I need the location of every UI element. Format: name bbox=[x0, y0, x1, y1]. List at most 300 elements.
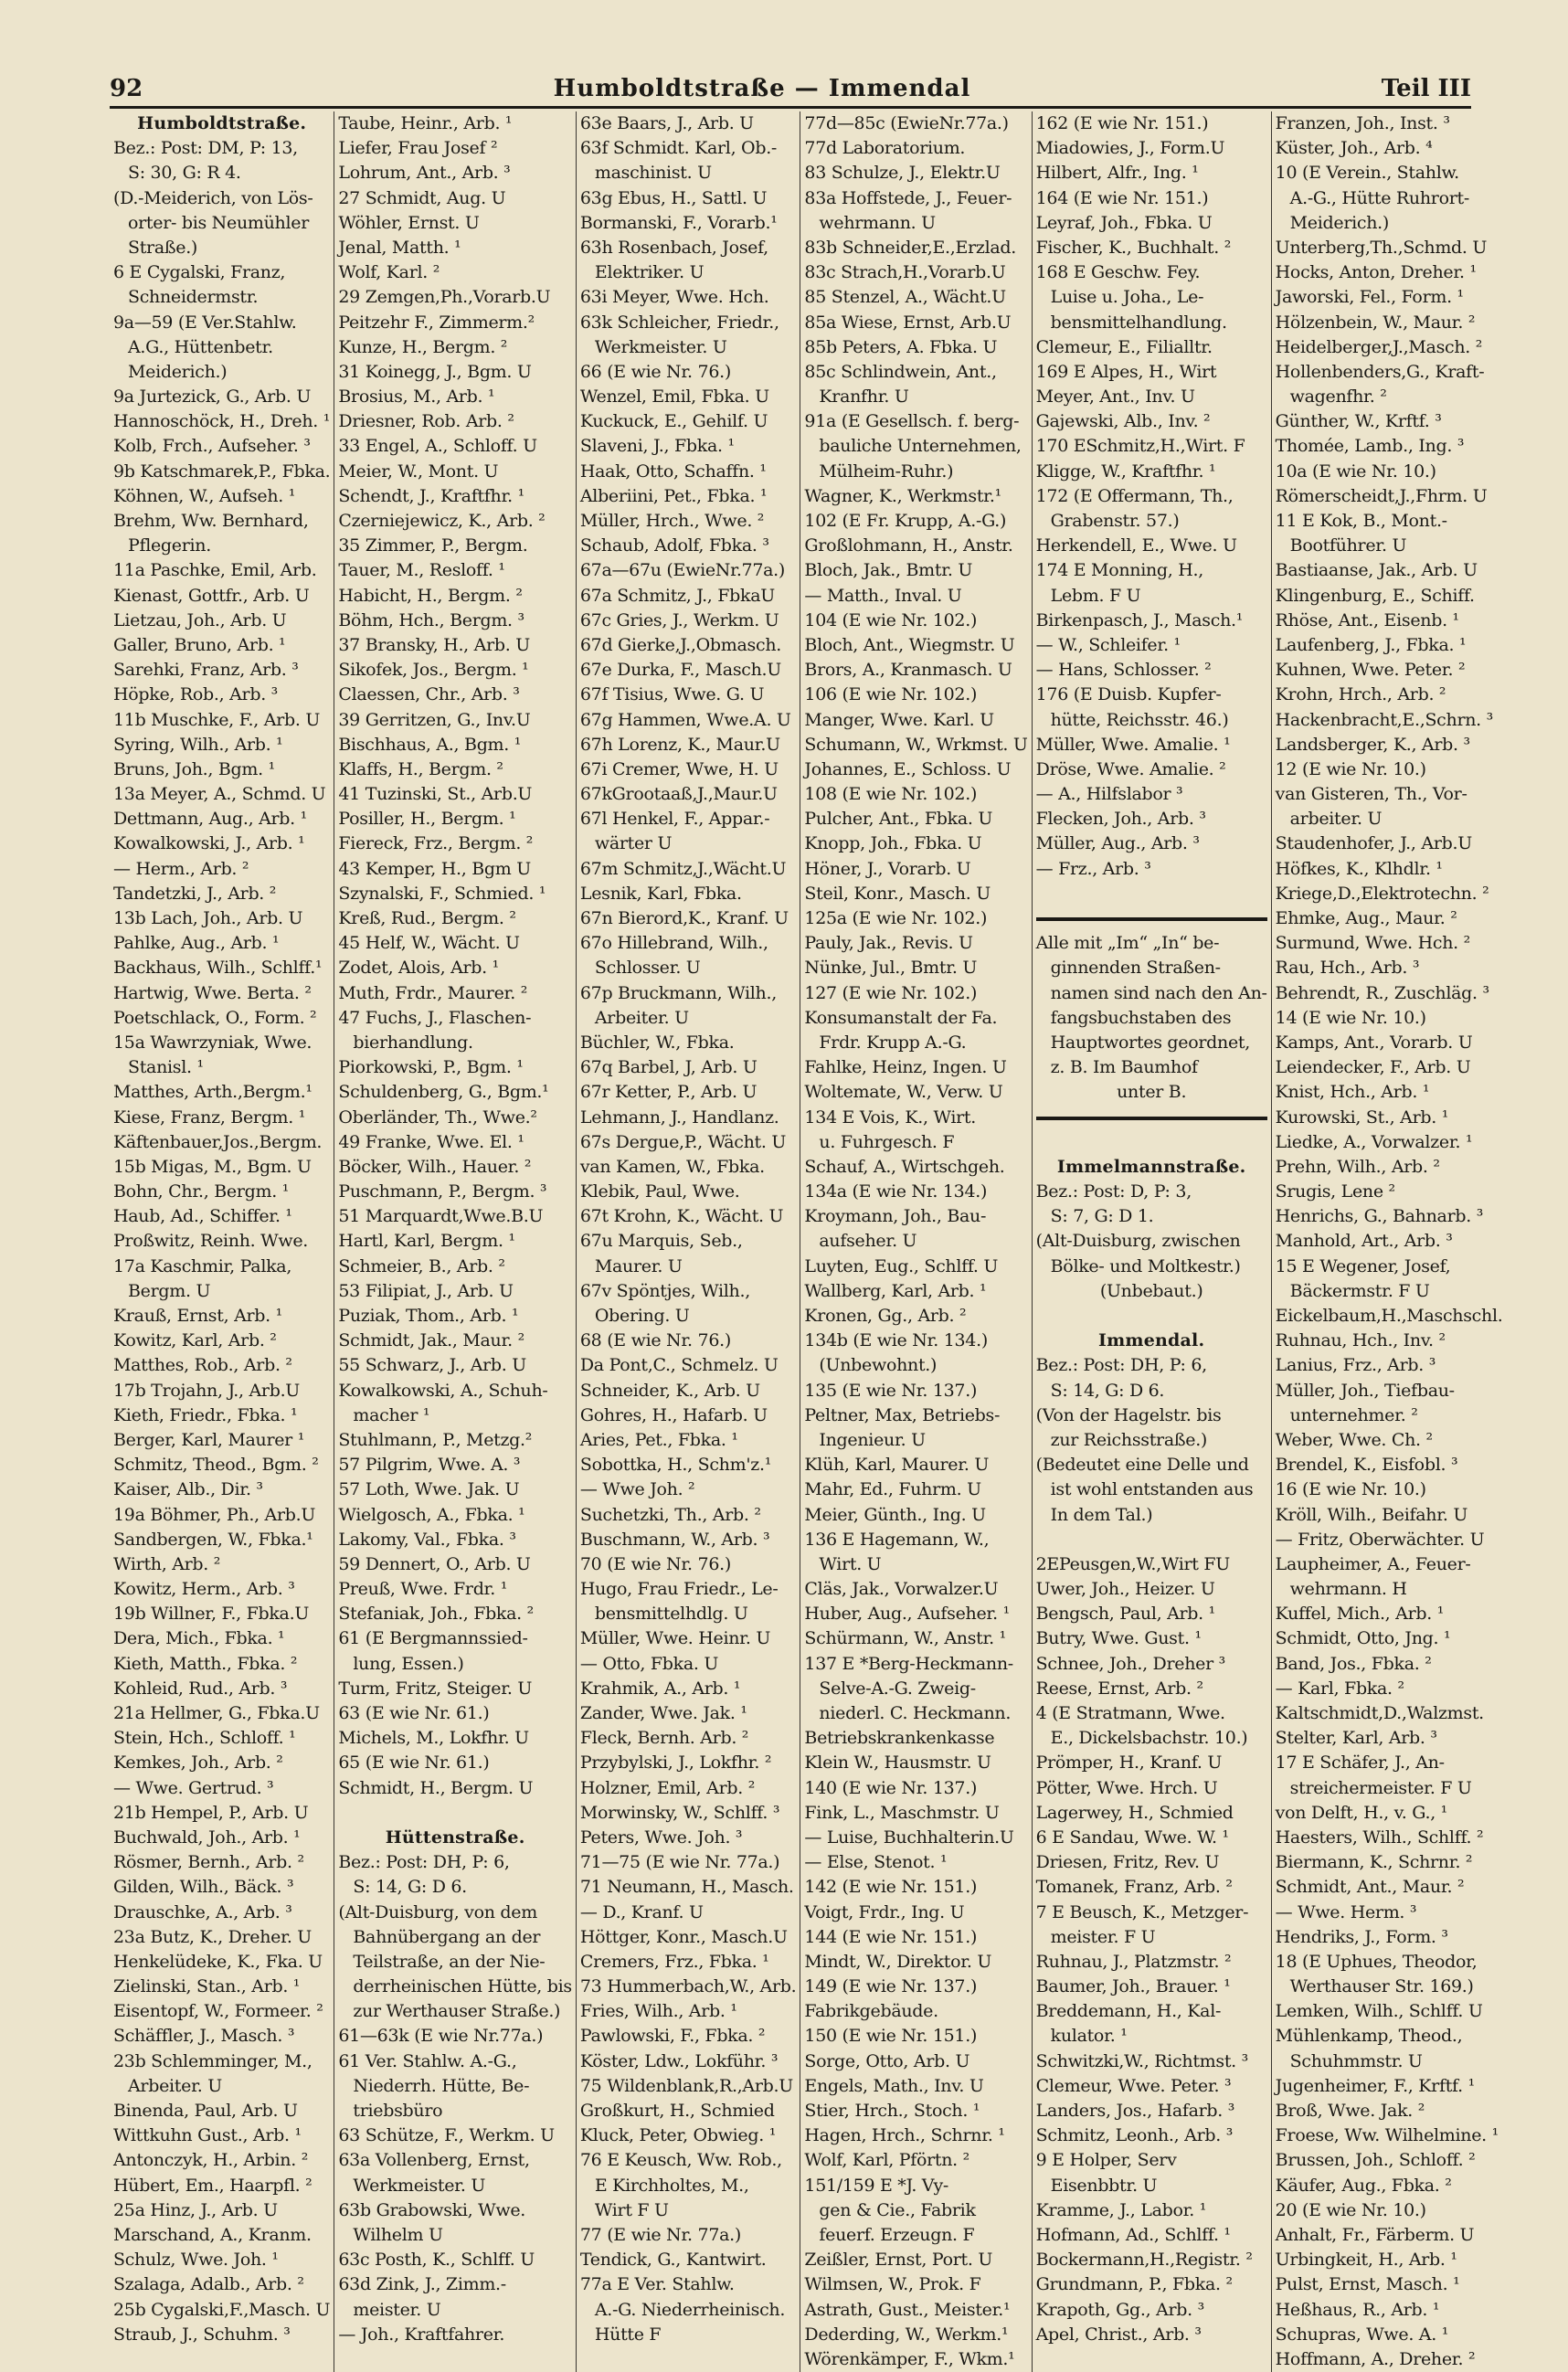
directory-entry: Holzner, Emil, Arb. ² bbox=[579, 1777, 756, 1798]
directory-entry: Engels, Math., Inv. U bbox=[804, 2075, 984, 2096]
directory-entry: Luise u. Joha., Le- bbox=[1050, 287, 1204, 308]
directory-entry: 83 Schulze, J., Elektr.U bbox=[804, 163, 1001, 184]
directory-entry: Haak, Otto, Schaffn. ¹ bbox=[579, 461, 767, 482]
directory-entry: bauliche Unternehmen, bbox=[819, 436, 1022, 457]
directory-entry: Hartl, Karl, Bergm. ¹ bbox=[338, 1231, 515, 1252]
directory-entry: In dem Tal.) bbox=[1050, 1504, 1153, 1525]
directory-entry: Anhalt, Fr., Färberm. U bbox=[1275, 2224, 1475, 2245]
directory-entry: Sarehki, Franz, Arb. ³ bbox=[113, 660, 299, 681]
directory-entry: Reese, Ernst, Arb. ² bbox=[1035, 1678, 1203, 1699]
directory-entry: Matthes, Arth.,Bergm.¹ bbox=[113, 1082, 313, 1103]
directory-entry: Landsberger, K., Arb. ³ bbox=[1275, 734, 1470, 755]
address-columns bbox=[110, 111, 1503, 2369]
directory-entry: Kamps, Ant., Vorarb. U bbox=[1275, 1032, 1473, 1053]
directory-entry: Apel, Christ., Arb. ³ bbox=[1035, 2324, 1202, 2345]
directory-entry: Morwinsky, W., Schlff. ³ bbox=[579, 1802, 780, 1823]
directory-entry: Butry, Wwe. Gust. ¹ bbox=[1035, 1628, 1202, 1649]
directory-entry: 142 (E wie Nr. 151.) bbox=[804, 1877, 978, 1898]
column-5 bbox=[1033, 111, 1272, 2372]
directory-entry: Schuhmmstr. U bbox=[1289, 2050, 1423, 2071]
directory-entry: Michels, M., Lokfhr. U bbox=[338, 1728, 529, 1749]
directory-entry: Hagen, Hrch., Schrnr. ¹ bbox=[804, 2125, 1005, 2146]
directory-entry: Kowalkowski, A., Schuh- bbox=[338, 1380, 548, 1401]
directory-entry: Jaworski, Fel., Form. ¹ bbox=[1275, 287, 1464, 308]
directory-entry: 41 Tuzinski, St., Arb.U bbox=[338, 784, 533, 805]
directory-entry: Wolf, Karl. ² bbox=[338, 262, 440, 283]
directory-entry: (Von der Hagelstr. bis bbox=[1035, 1404, 1222, 1425]
directory-entry: 51 Marquardt,Wwe.B.U bbox=[338, 1206, 544, 1227]
directory-entry: Brehm, Ww. Bernhard, bbox=[113, 511, 309, 531]
directory-entry: 67l Henkel, F., Appar.- bbox=[579, 809, 770, 830]
directory-entry: Rösmer, Bernh., Arb. ² bbox=[113, 1852, 304, 1873]
directory-entry: 67i Cremer, Wwe, H. U bbox=[579, 758, 779, 779]
directory-entry: Dera, Mich., Fbka. ¹ bbox=[113, 1628, 285, 1649]
directory-entry: Käufer, Aug., Fbka. ² bbox=[1275, 2175, 1452, 2196]
directory-entry: Schupras, Wwe. A. ¹ bbox=[1275, 2324, 1449, 2345]
directory-entry: Schneider, K., Arb. U bbox=[579, 1380, 760, 1401]
directory-entry: (Bedeutet eine Delle und bbox=[1035, 1455, 1249, 1476]
directory-entry: 10a (E wie Nr. 10.) bbox=[1275, 461, 1436, 482]
directory-entry: 63k Schleicher, Friedr., bbox=[579, 312, 779, 333]
directory-entry: A.-G. Niederrheinisch. bbox=[594, 2299, 786, 2320]
directory-entry: Bez.: Post: DH, P: 6, bbox=[1035, 1355, 1207, 1376]
directory-entry: 77d—85c (EwieNr.77a.) bbox=[804, 113, 1009, 133]
directory-entry: Eisenbbtr. U bbox=[1050, 2175, 1158, 2196]
directory-entry: Schaub, Adolf, Fbka. ³ bbox=[579, 535, 769, 556]
directory-entry: Meyer, Ant., Inv. U bbox=[1035, 387, 1195, 408]
directory-entry: Breddemann, H., Kal- bbox=[1035, 2001, 1222, 2022]
directory-entry: 75 Wildenblank,R.,Arb.U bbox=[579, 2075, 793, 2096]
directory-entry: 65 (E wie Nr. 61.) bbox=[338, 1753, 490, 1774]
directory-entry: Czerniejewicz, K., Arb. ² bbox=[338, 511, 546, 531]
directory-entry: orter- bis Neumühler bbox=[128, 212, 309, 233]
directory-entry: 13a Meyer, A., Schmd. U bbox=[113, 784, 326, 805]
directory-entry: 63g Ebus, H., Sattl. U bbox=[579, 187, 768, 208]
directory-entry: Staudenhofer, J., Arb.U bbox=[1275, 833, 1472, 854]
directory-entry: unter B. bbox=[1117, 1082, 1187, 1103]
directory-entry: 71 Neumann, H., Masch. bbox=[579, 1877, 794, 1898]
directory-entry: Arbeiter. U bbox=[128, 2075, 222, 2096]
directory-entry: 59 Dennert, O., Arb. U bbox=[338, 1553, 531, 1574]
directory-entry: 149 (E wie Nr. 137.) bbox=[804, 1976, 978, 1997]
directory-entry: Teilstraße, an der Nie- bbox=[353, 1951, 546, 1972]
directory-entry: — Frz., Arb. ³ bbox=[1035, 858, 1151, 879]
directory-entry: Luyten, Eug., Schlff. U bbox=[804, 1255, 999, 1276]
directory-entry: 83c Strach,H.,Vorarb.U bbox=[804, 262, 1006, 283]
directory-entry: Obering. U bbox=[594, 1306, 690, 1326]
directory-entry: 67a Schmitz, J., FbkaU bbox=[579, 585, 775, 606]
directory-entry: Kuckuck, E., Gehilf. U bbox=[579, 411, 768, 432]
directory-entry: 63b Grabowski, Wwe. bbox=[338, 2199, 526, 2220]
directory-entry: Hübert, Em., Haarpfl. ² bbox=[113, 2175, 313, 2196]
directory-entry: 25b Cygalski,F.,Masch. U bbox=[113, 2299, 331, 2320]
directory-entry: Galler, Bruno, Arb. ¹ bbox=[113, 634, 286, 655]
directory-entry: Leyraf, Joh., Fbka. U bbox=[1035, 212, 1213, 233]
directory-entry: Brendel, K., Eisfobl. ³ bbox=[1275, 1455, 1458, 1476]
directory-entry: Sobottka, H., Schm'z.¹ bbox=[579, 1455, 772, 1476]
directory-entry: Müller, Aug., Arb. ³ bbox=[1035, 833, 1200, 854]
directory-entry: Proßwitz, Reinh. Wwe. bbox=[113, 1231, 309, 1252]
directory-entry: lung, Essen.) bbox=[353, 1653, 464, 1674]
directory-entry: macher ¹ bbox=[353, 1404, 430, 1425]
directory-entry: 11a Paschke, Emil, Arb. bbox=[113, 560, 317, 581]
directory-entry: Höttger, Konr., Masch.U bbox=[579, 1926, 788, 1947]
directory-entry: 67c Gries, J., Werkm. U bbox=[579, 609, 779, 630]
directory-entry: Büchler, W., Fbka. bbox=[579, 1032, 735, 1053]
directory-entry: Buschmann, W., Arb. ³ bbox=[579, 1529, 770, 1550]
directory-entry: Bootführer. U bbox=[1289, 535, 1407, 556]
directory-entry: Küster, Joh., Arb. ⁴ bbox=[1275, 138, 1433, 159]
directory-entry: — D., Kranf. U bbox=[579, 1901, 704, 1922]
directory-entry: Kriege,D.,Elektrotechn. ² bbox=[1275, 883, 1489, 904]
directory-entry: feuerf. Erzeugn. F bbox=[819, 2224, 975, 2245]
directory-entry: 15b Migas, M., Bgm. U bbox=[113, 1156, 312, 1177]
directory-entry: Kranfhr. U bbox=[819, 387, 909, 408]
directory-entry: 85a Wiese, Ernst, Arb.U bbox=[804, 312, 1012, 333]
directory-entry: Meier, Günth., Ing. U bbox=[804, 1504, 986, 1525]
directory-entry: Klaffs, H., Bergm. ² bbox=[338, 758, 503, 779]
directory-entry: Hannoschöck, H., Dreh. ¹ bbox=[113, 411, 331, 432]
directory-entry: Kunze, H., Bergm. ² bbox=[338, 336, 508, 357]
directory-entry: 151/159 E *J. Vy- bbox=[804, 2175, 949, 2196]
directory-entry: Schmitz, Leonh., Arb. ³ bbox=[1035, 2125, 1234, 2146]
directory-entry: 17a Kaschmir, Palka, bbox=[113, 1255, 292, 1276]
directory-entry: Sikofek, Jos., Bergm. ¹ bbox=[338, 660, 529, 681]
column-1 bbox=[110, 111, 334, 2372]
directory-entry: Band, Jos., Fbka. ² bbox=[1275, 1653, 1432, 1674]
directory-entry: Voigt, Frdr., Ing. U bbox=[804, 1901, 965, 1922]
directory-entry: 77a E Ver. Stahlw. bbox=[579, 2274, 735, 2295]
directory-entry: Großlohmann, H., Anstr. bbox=[804, 535, 1013, 556]
directory-entry: Grabenstr. 57.) bbox=[1050, 511, 1180, 531]
directory-entry: Matthes, Rob., Arb. ² bbox=[113, 1355, 292, 1376]
directory-entry: 11b Muschke, F., Arb. U bbox=[113, 709, 321, 730]
directory-entry: van Kamen, W., Fbka. bbox=[579, 1156, 765, 1177]
directory-entry: Surmund, Wwe. Hch. ² bbox=[1275, 933, 1470, 954]
directory-entry: Fiereck, Frz., Bergm. ² bbox=[338, 833, 534, 854]
directory-entry: Schwitzki,W., Richtmst. ³ bbox=[1035, 2050, 1248, 2071]
directory-entry: 43 Kemper, H., Bgm U bbox=[338, 858, 531, 879]
directory-entry: Wielgosch, A., Fbka. ¹ bbox=[338, 1504, 525, 1525]
directory-entry: Zodet, Alois, Arb. ¹ bbox=[338, 958, 499, 979]
directory-entry: Heßhaus, R., Arb. ¹ bbox=[1275, 2299, 1440, 2320]
directory-entry: Hartwig, Wwe. Berta. ² bbox=[113, 982, 312, 1003]
directory-entry: Kramme, J., Labor. ¹ bbox=[1035, 2199, 1207, 2220]
directory-entry: Stelter, Karl, Arb. ³ bbox=[1275, 1728, 1437, 1749]
directory-entry: Gohres, H., Hafarb. U bbox=[579, 1404, 768, 1425]
directory-entry: Clemeur, Wwe. Peter. ³ bbox=[1035, 2075, 1232, 2096]
directory-entry: Froese, Ww. Wilhelmine. ¹ bbox=[1275, 2125, 1499, 2146]
directory-entry: Hocks, Anton, Dreher. ¹ bbox=[1275, 262, 1477, 283]
directory-entry: Fink, L., Maschmstr. U bbox=[804, 1802, 1000, 1823]
directory-entry: S: 7, G: D 1. bbox=[1050, 1206, 1154, 1227]
directory-entry: E Kirchholtes, M., bbox=[594, 2175, 749, 2196]
directory-entry: Jugenheimer, F., Krftf. ¹ bbox=[1275, 2075, 1475, 2096]
directory-entry: Meier, W., Mont. U bbox=[338, 461, 499, 482]
directory-entry: Fabrikgebäude. bbox=[804, 2001, 938, 2022]
directory-entry: 144 (E wie Nr. 151.) bbox=[804, 1926, 978, 1947]
directory-entry: Wirth, Arb. ² bbox=[113, 1553, 221, 1574]
directory-entry: 67r Ketter, P., Arb. U bbox=[579, 1082, 758, 1103]
directory-entry: Unterberg,Th.,Schmd. U bbox=[1275, 237, 1488, 258]
directory-entry: Dröse, Wwe. Amalie. ² bbox=[1035, 758, 1226, 779]
directory-entry: — Fritz, Oberwächter. U bbox=[1275, 1529, 1485, 1550]
directory-entry: kulator. ¹ bbox=[1050, 2026, 1128, 2047]
directory-entry: aufseher. U bbox=[819, 1231, 917, 1252]
directory-entry: Wöhler, Ernst. U bbox=[338, 212, 480, 233]
directory-entry: hütte, Reichsstr. 46.) bbox=[1050, 709, 1229, 730]
directory-entry: Bergm. U bbox=[128, 1280, 211, 1301]
directory-entry: 6 E Sandau, Wwe. W. ¹ bbox=[1035, 1827, 1229, 1848]
directory-entry: Bormanski, F., Vorarb.¹ bbox=[579, 212, 778, 233]
directory-entry: Lehmann, J., Handlanz. bbox=[579, 1107, 779, 1128]
directory-entry: Schmitz, Theod., Bgm. ² bbox=[113, 1455, 319, 1476]
directory-entry: Lagerwey, H., Schmied bbox=[1035, 1802, 1234, 1823]
directory-entry: 23b Schlemminger, M., bbox=[113, 2050, 313, 2071]
directory-entry: von Delft, H., v. G., ¹ bbox=[1275, 1802, 1447, 1823]
directory-entry: 67t Krohn, K., Wächt. U bbox=[579, 1206, 784, 1227]
directory-entry: Szalaga, Adalb., Arb. ² bbox=[113, 2274, 304, 2295]
directory-entry: — Hans, Schlosser. ² bbox=[1035, 660, 1212, 681]
directory-entry: bierhandlung. bbox=[353, 1032, 473, 1053]
directory-entry: 67g Hammen, Wwe.A. U bbox=[579, 709, 791, 730]
directory-entry: 31 Koinegg, J., Bgm. U bbox=[338, 361, 532, 382]
directory-entry: 67u Marquis, Seb., bbox=[579, 1231, 743, 1252]
directory-entry: Bischhaus, A., Bgm. ¹ bbox=[338, 734, 522, 755]
directory-entry: Dettmann, Aug., Arb. ¹ bbox=[113, 809, 307, 830]
directory-entry: Wörenkämper, F., Wkm.¹ bbox=[804, 2348, 1015, 2369]
directory-entry: Müller, Joh., Tiefbau- bbox=[1275, 1380, 1455, 1401]
directory-entry: Selve-A.-G. Zweig- bbox=[819, 1678, 976, 1699]
directory-entry: wagenfhr. ² bbox=[1289, 387, 1387, 408]
directory-entry: Henrichs, G., Bahnarb. ³ bbox=[1275, 1206, 1484, 1227]
directory-entry: S: 14, G: D 6. bbox=[353, 1877, 467, 1898]
directory-entry: Brussen, Joh., Schloff. ² bbox=[1275, 2150, 1476, 2171]
directory-entry: 134b (E wie Nr. 134.) bbox=[804, 1330, 988, 1351]
directory-entry: Broß, Wwe. Jak. ² bbox=[1275, 2101, 1425, 2121]
directory-entry: Klein W., Hausmstr. U bbox=[804, 1753, 991, 1774]
directory-entry: 63 Schütze, F., Werkm. U bbox=[338, 2125, 555, 2146]
directory-entry: 29 Zemgen,Ph.,Vorarb.U bbox=[338, 287, 551, 308]
directory-entry: 21a Hellmer, G., Fbka.U bbox=[113, 1703, 320, 1723]
directory-entry: 63f Schmidt. Karl, Ob.- bbox=[579, 138, 778, 159]
directory-entry: 85c Schlindwein, Ant., bbox=[804, 361, 997, 382]
directory-entry: 63e Baars, J., Arb. U bbox=[579, 113, 754, 133]
section-rule bbox=[1036, 1106, 1267, 1130]
directory-entry: Köhnen, W., Aufseh. ¹ bbox=[113, 485, 296, 506]
directory-entry: 77 (E wie Nr. 77a.) bbox=[579, 2224, 741, 2245]
directory-entry: 61—63k (E wie Nr.77a.) bbox=[338, 2026, 544, 2047]
directory-entry: 4 (E Stratmann, Wwe. bbox=[1035, 1703, 1225, 1723]
directory-entry: unternehmer. ² bbox=[1289, 1404, 1418, 1425]
directory-entry: Kowalkowski, J., Arb. ¹ bbox=[113, 833, 305, 854]
directory-entry: Kohleid, Rud., Arb. ³ bbox=[113, 1678, 288, 1699]
directory-entry: Jenal, Matth. ¹ bbox=[338, 237, 461, 258]
directory-entry: Fischer, K., Buchhalt. ² bbox=[1035, 237, 1232, 258]
directory-entry: Laupheimer, A., Feuer- bbox=[1275, 1553, 1471, 1574]
directory-entry: wärter U bbox=[594, 833, 673, 854]
directory-entry: Stein, Hch., Schloff. ¹ bbox=[113, 1728, 296, 1749]
directory-entry: zur Reichsstraße.) bbox=[1050, 1429, 1208, 1450]
directory-entry: Bez.: Post: D, P: 3, bbox=[1035, 1181, 1192, 1202]
directory-entry: Müller, Wwe. Amalie. ¹ bbox=[1035, 734, 1231, 755]
column-4 bbox=[800, 111, 1032, 2372]
directory-entry: ginnenden Straßen- bbox=[1050, 958, 1221, 979]
directory-entry: Konsumanstalt der Fa. bbox=[804, 1007, 998, 1028]
page-header bbox=[110, 75, 1471, 106]
directory-entry: Szynalski, F., Schmied. ¹ bbox=[338, 883, 546, 904]
directory-entry: 66 (E wie Nr. 76.) bbox=[579, 361, 731, 382]
directory-entry: Lakomy, Val., Fbka. ³ bbox=[338, 1529, 516, 1550]
directory-entry: Krahmik, A., Arb. ¹ bbox=[579, 1678, 741, 1699]
directory-entry: Weber, Wwe. Ch. ² bbox=[1275, 1429, 1433, 1450]
directory-entry bbox=[1036, 882, 1267, 906]
directory-entry bbox=[1036, 1304, 1267, 1329]
directory-entry: 9 E Holper, Serv bbox=[1035, 2150, 1177, 2171]
directory-entry: Kurowski, St., Arb. ¹ bbox=[1275, 1107, 1449, 1128]
directory-entry: Schmeier, B., Arb. ² bbox=[338, 1255, 505, 1276]
directory-entry: Rau, Hch., Arb. ³ bbox=[1275, 958, 1420, 979]
directory-entry: 127 (E wie Nr. 102.) bbox=[804, 982, 978, 1003]
directory-entry: z. B. Im Baumhof bbox=[1050, 1057, 1198, 1078]
directory-entry: Betriebskrankenkasse bbox=[804, 1728, 995, 1749]
directory-entry: Müller, Hrch., Wwe. ² bbox=[579, 511, 765, 531]
directory-entry: — Otto, Fbka. U bbox=[579, 1653, 719, 1674]
directory-entry: Grundmann, P., Fbka. ² bbox=[1035, 2274, 1233, 2295]
directory-entry: Tauer, M., Resloff. ¹ bbox=[338, 560, 505, 581]
directory-entry: 19a Böhmer, Ph., Arb.U bbox=[113, 1504, 316, 1525]
directory-entry: Hendriks, J., Form. ³ bbox=[1275, 1926, 1448, 1947]
header-rule bbox=[110, 106, 1471, 109]
directory-entry: 9a—59 (E Ver.Stahlw. bbox=[113, 312, 297, 333]
directory-entry: 164 (E wie Nr. 151.) bbox=[1035, 187, 1209, 208]
directory-entry: Arbeiter. U bbox=[594, 1007, 689, 1028]
directory-entry: 20 (E wie Nr. 10.) bbox=[1275, 2199, 1426, 2220]
directory-entry: 57 Loth, Wwe. Jak. U bbox=[338, 1479, 520, 1500]
directory-entry: 67kGrootaaß,J.,Maur.U bbox=[579, 784, 778, 805]
directory-entry: Sandbergen, W., Fbka.¹ bbox=[113, 1529, 313, 1550]
directory-entry: 15 E Wegener, Josef, bbox=[1275, 1255, 1451, 1276]
directory-entry: Claessen, Chr., Arb. ³ bbox=[338, 684, 520, 705]
directory-entry: Puziak, Thom., Arb. ¹ bbox=[338, 1306, 519, 1326]
directory-entry: meister. U bbox=[353, 2299, 441, 2320]
directory-entry: Manhold, Art., Arb. ³ bbox=[1275, 1231, 1453, 1252]
directory-entry: bensmittelhandlung. bbox=[1050, 312, 1227, 333]
directory-entry: Kuhnen, Wwe. Peter. ² bbox=[1275, 660, 1466, 681]
directory-entry: Käftenbauer,Jos.,Bergm. bbox=[113, 1131, 323, 1152]
directory-entry: Werthauser Str. 169.) bbox=[1289, 1976, 1474, 1997]
directory-entry: Ehmke, Aug., Maur. ² bbox=[1275, 908, 1457, 928]
directory-entry: Da Pont,C., Schmelz. U bbox=[579, 1355, 779, 1376]
directory-entry: Schmidt, H., Bergm. U bbox=[338, 1777, 534, 1798]
directory-entry: Prömper, H., Kranf. U bbox=[1035, 1753, 1223, 1774]
directory-entry: 67h Lorenz, K., Maur.U bbox=[579, 734, 780, 755]
directory-entry: Tomanek, Franz, Arb. ² bbox=[1035, 1877, 1233, 1898]
directory-entry: Brosius, M., Arb. ¹ bbox=[338, 387, 495, 408]
directory-entry: streichermeister. F U bbox=[1289, 1777, 1472, 1798]
directory-entry: Prehn, Wilh., Arb. ² bbox=[1275, 1156, 1440, 1177]
directory-entry: Knist, Hch., Arb. ¹ bbox=[1275, 1082, 1430, 1103]
directory-entry: 77d Laboratorium. bbox=[804, 138, 966, 159]
section-rule bbox=[1036, 906, 1267, 931]
directory-entry: Gilden, Wilh., Bäck. ³ bbox=[113, 1877, 294, 1898]
directory-entry: Müller, Wwe. Heinr. U bbox=[579, 1628, 771, 1649]
directory-entry: Pawlowski, F., Fbka. ² bbox=[579, 2026, 766, 2047]
directory-entry: Suchetzki, Th., Arb. ² bbox=[579, 1504, 761, 1525]
directory-entry: — Else, Stenot. ¹ bbox=[804, 1852, 948, 1873]
directory-entry: Kaiser, Alb., Dir. ³ bbox=[113, 1479, 263, 1500]
directory-entry: Przybylski, J., Lokfhr. ² bbox=[579, 1753, 772, 1774]
directory-entry: 11 E Kok, B., Mont.- bbox=[1275, 511, 1447, 531]
directory-entry: Schmidt, Otto, Jng. ¹ bbox=[1275, 1628, 1451, 1649]
directory-entry: Puschmann, P., Bergm. ³ bbox=[338, 1181, 547, 1202]
directory-entry: Pulcher, Ant., Fbka. U bbox=[804, 809, 993, 830]
directory-entry: Ruhnau, Hch., Inv. ² bbox=[1275, 1330, 1446, 1351]
directory-entry: Bahnübergang an der bbox=[353, 1926, 541, 1947]
directory-entry: Driesen, Fritz, Rev. U bbox=[1035, 1852, 1220, 1873]
directory-entry: Pflegerin. bbox=[128, 535, 211, 556]
directory-entry: Mindt, W., Direktor. U bbox=[804, 1951, 992, 1972]
directory-entry: 67m Schmitz,J.,Wächt.U bbox=[579, 858, 787, 879]
directory-entry: — Wwe. Herm. ³ bbox=[1275, 1901, 1417, 1922]
directory-entry: 76 E Keusch, Ww. Rob., bbox=[579, 2150, 782, 2171]
directory-entry: Bohn, Chr., Bergm. ¹ bbox=[113, 1181, 290, 1202]
directory-entry: Turm, Fritz, Steiger. U bbox=[338, 1678, 533, 1699]
directory-entry: Aries, Pet., Fbka. ¹ bbox=[579, 1429, 738, 1450]
directory-entry: derrheinischen Hütte, bis bbox=[353, 1976, 572, 1997]
directory-entry: 83b Schneider,E.,Erzlad. bbox=[804, 237, 1016, 258]
directory-entry: Taube, Heinr., Arb. ¹ bbox=[338, 113, 513, 133]
directory-entry: Zeißler, Ernst, Port. U bbox=[804, 2250, 993, 2271]
directory-entry: 23a Butz, K., Dreher. U bbox=[113, 1926, 313, 1947]
directory-entry: 174 E Monning, H., bbox=[1035, 560, 1204, 581]
directory-entry: 168 E Geschw. Fey. bbox=[1035, 262, 1201, 283]
directory-entry: 63d Zink, J., Zimm.- bbox=[338, 2274, 506, 2295]
directory-entry: 91a (E Gesellsch. f. berg- bbox=[804, 411, 1020, 432]
directory-entry: 15a Wawrzyniak, Wwe. bbox=[113, 1032, 313, 1053]
directory-entry: Herkendell, E., Wwe. U bbox=[1035, 535, 1237, 556]
directory-entry: 134 E Vois, K., Wirt. bbox=[804, 1107, 976, 1128]
directory-entry: 140 (E wie Nr. 137.) bbox=[804, 1777, 978, 1798]
directory-entry: 16 (E wie Nr. 10.) bbox=[1275, 1479, 1426, 1500]
directory-entry: 70 (E wie Nr. 76.) bbox=[579, 1553, 731, 1574]
directory-entry: Habicht, H., Bergm. ² bbox=[338, 585, 523, 606]
directory-entry: Schnee, Joh., Dreher ³ bbox=[1035, 1653, 1225, 1674]
directory-entry: Wirt. U bbox=[819, 1553, 882, 1574]
street-heading: Immelmannstraße. bbox=[1056, 1156, 1246, 1177]
directory-entry: 63h Rosenbach, Josef, bbox=[579, 237, 768, 258]
directory-entry: Oberländer, Th., Wwe.² bbox=[338, 1107, 537, 1128]
directory-entry: Berger, Karl, Maurer ¹ bbox=[113, 1429, 305, 1450]
directory-entry: 35 Zimmer, P., Bergm. bbox=[338, 535, 528, 556]
directory-entry: Tendick, G., Kantwirt. bbox=[579, 2250, 767, 2271]
directory-entry: Bockermann,H.,Registr. ² bbox=[1035, 2250, 1253, 2271]
directory-entry: Mühlenkamp, Theod., bbox=[1275, 2026, 1463, 2047]
directory-entry: 67v Spöntjes, Wilh., bbox=[579, 1280, 750, 1301]
directory-entry: Cremers, Frz., Fbka. ¹ bbox=[579, 1951, 769, 1972]
directory-entry: Stefaniak, Joh., Fbka. ² bbox=[338, 1604, 534, 1625]
directory-entry: Heidelberger,J.,Masch. ² bbox=[1275, 336, 1483, 357]
directory-entry: A.G., Hüttenbetr. bbox=[128, 336, 273, 357]
directory-entry: Thomée, Lamb., Ing. ³ bbox=[1275, 436, 1465, 457]
directory-entry: Kieth, Friedr., Fbka. ¹ bbox=[113, 1404, 298, 1425]
directory-entry: Peitzehr F., Zimmerm.² bbox=[338, 312, 535, 333]
directory-entry: Haesters, Wilh., Schlff. ² bbox=[1275, 1827, 1484, 1848]
directory-entry: Liefer, Frau Josef ² bbox=[338, 138, 498, 159]
directory-entry: 57 Pilgrim, Wwe. A. ³ bbox=[338, 1455, 521, 1476]
directory-entry: (Alt-Duisburg, zwischen bbox=[1035, 1231, 1241, 1252]
directory-entry: Slaveni, J., Fbka. ¹ bbox=[579, 436, 735, 457]
